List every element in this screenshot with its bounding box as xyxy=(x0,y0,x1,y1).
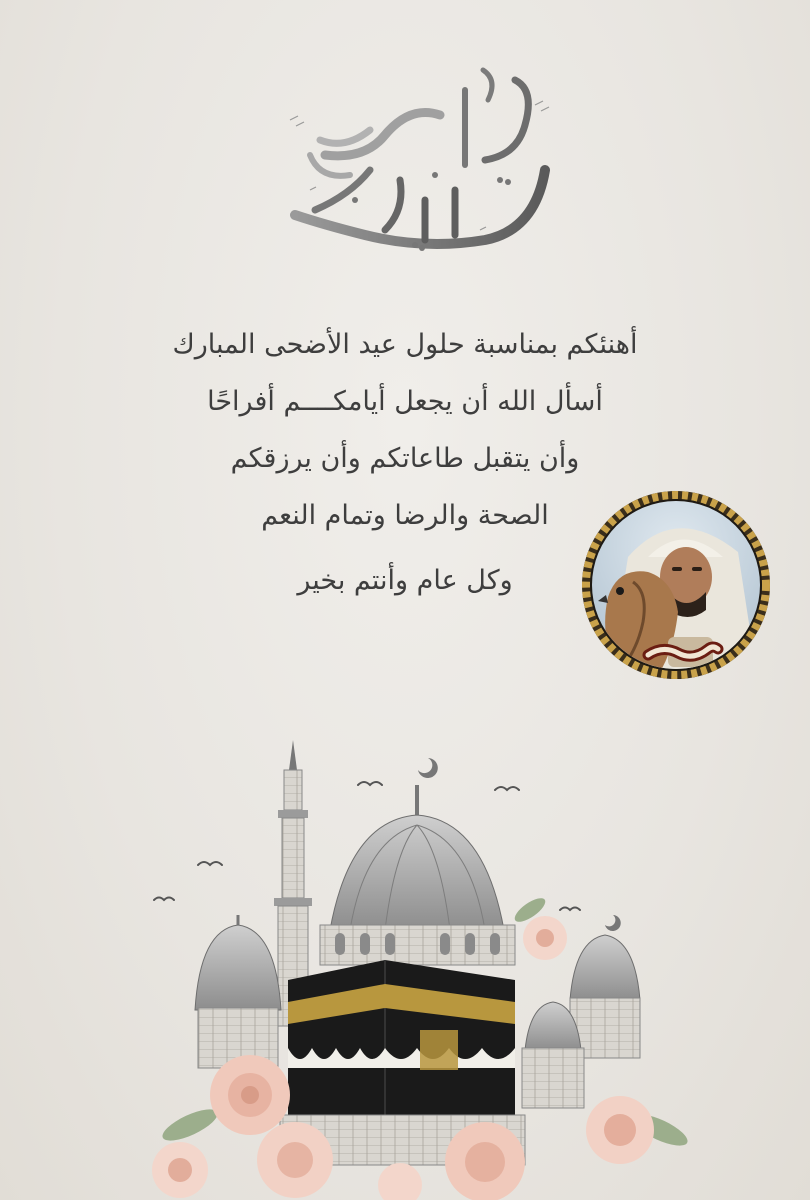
mosque-dome-icon xyxy=(320,758,515,965)
kaaba-mosque-illustration xyxy=(150,730,710,1200)
avatar xyxy=(578,487,774,683)
greeting-line-3: وأن يتقبل طاعاتكم وأن يرزقكم xyxy=(230,443,580,474)
greeting-line-5: وكل عام وأنتم بخير xyxy=(297,565,513,596)
crescent-icon xyxy=(418,758,438,778)
greeting-line-4: الصحة والرضا وتمام النعم xyxy=(261,500,549,531)
avatar-portrait xyxy=(578,487,774,683)
greeting-line-2: أسأل الله أن يجعل أيامكــــم أفراحًا xyxy=(207,386,603,417)
eid-calligraphy-title xyxy=(250,60,570,260)
greeting-line-1: أهنئكم بمناسبة حلول عيد الأضحى المبارك xyxy=(172,329,638,360)
kaaba-scene-artwork xyxy=(150,730,710,1200)
calligraphy-artwork xyxy=(250,60,570,260)
